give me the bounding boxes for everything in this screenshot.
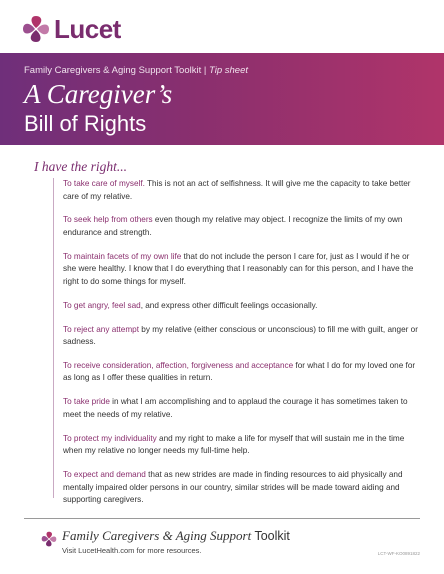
right-text: even though my relative may object. I recognize the limits of my own endurance and strength. [63, 215, 403, 237]
footer-title-italic: Family Caregivers & Aging Support [62, 528, 255, 543]
footer-title [62, 528, 290, 544]
right-highlight: To receive consideration, affection, forgiveness and acceptance [63, 360, 294, 370]
right-text: This is not an act of selfishness. It will give me the capacity to take better care of my relative. [63, 179, 411, 201]
footer-title-plain: Toolkit [254, 529, 290, 543]
right-text: that as new strides are made in finding resources to aid physically and mentally impaired older persons in our country, similar strides will be made toward aiding and supporting caregivers. [63, 470, 403, 505]
right-highlight: To take pride [63, 397, 110, 407]
right-item [63, 433, 423, 458]
footer-url: Visit LucetHealth.com for more resources. [62, 546, 202, 555]
right-text: in what I am accomplishing and to applaud the courage it has sometimes taken to meet the needs of my relative. [63, 397, 408, 419]
right-item [63, 214, 423, 239]
right-item [63, 178, 423, 203]
page-title-line1: A Caregiver’s [24, 79, 173, 109]
right-highlight: To protect my individuality [63, 433, 157, 443]
rights-list [53, 178, 423, 505]
rights-heading: I have the right... [34, 159, 127, 174]
toolkit-label: Family Caregivers & Aging Support Toolkit | [24, 65, 209, 76]
right-text: for what I do for my loved one for as long as I offer these qualities in return. [63, 360, 416, 383]
right-item [63, 360, 423, 385]
right-highlight: To take care of myself. [63, 179, 145, 188]
right-highlight: To seek help from others [63, 215, 153, 225]
document-code: LCT-WF-KO0891822 [377, 551, 420, 556]
lucet-logo [20, 12, 121, 46]
right-highlight: To maintain facets of my own life [63, 251, 182, 261]
page-title-line2: Bill of Rights [24, 111, 147, 136]
right-highlight: To reject any attempt [63, 324, 139, 334]
right-item [63, 300, 423, 313]
right-text: , and express other difficult feelings occasionally. [140, 300, 318, 310]
right-item [63, 324, 423, 349]
footer-divider [24, 518, 420, 519]
right-item [63, 469, 423, 507]
title-banner [0, 53, 444, 145]
tip-sheet-label: Tip sheet [209, 65, 248, 76]
lucet-flower-small-icon [40, 528, 58, 550]
right-item [63, 251, 423, 289]
right-highlight: To expect and demand [63, 470, 146, 479]
lucet-flower-icon [20, 13, 52, 45]
banner-subtitle [24, 65, 248, 76]
right-highlight: To get angry, feel sad [63, 300, 141, 310]
right-text: and my right to make a life for myself that will sustain me in the time when my relative no longer needs my full-time help. [63, 433, 405, 456]
right-text: that do not include the person I care for, just as I would if he or she were healthy. I know that I do everything that I reasonably can for this person, and I have the right to do some things for myself. [63, 251, 414, 286]
right-text: by my relative (either conscious or unconscious) to fill me with guilt, anger or sadness. [63, 324, 418, 347]
right-item [63, 396, 423, 421]
brand-name: Lucet [54, 13, 121, 44]
